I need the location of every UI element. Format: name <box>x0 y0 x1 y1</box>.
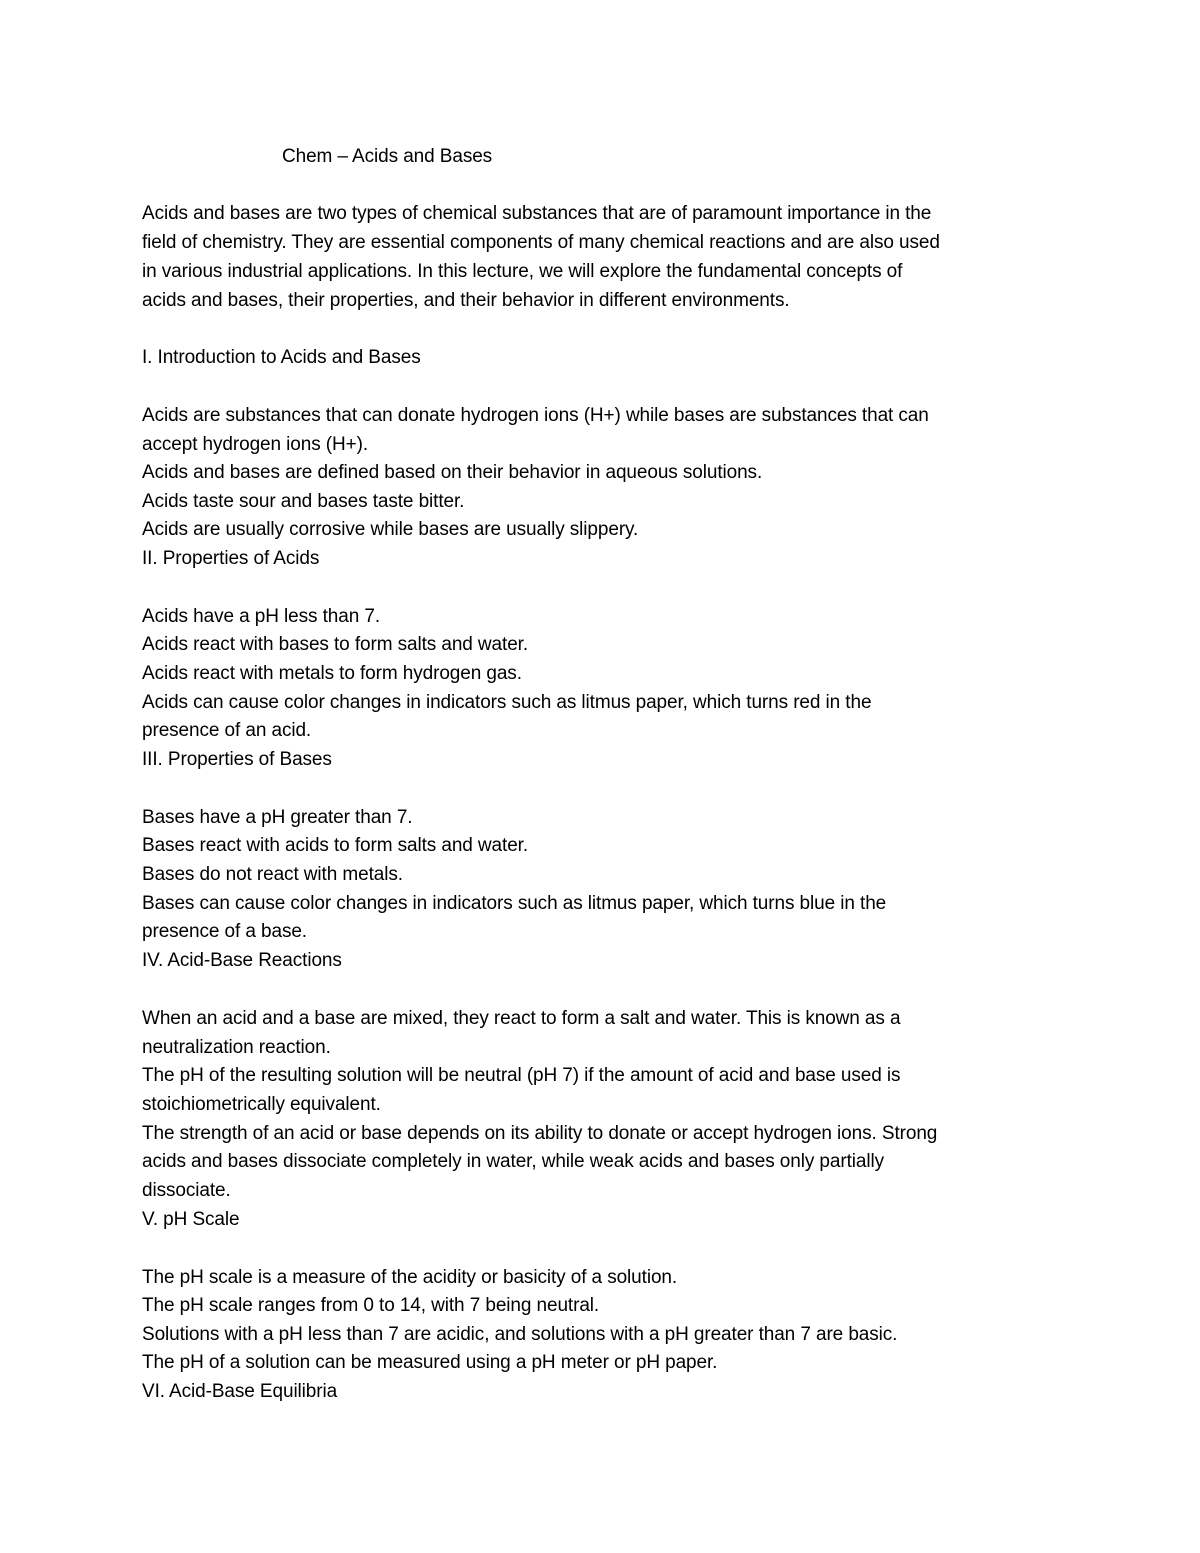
section-heading-acid-base-equilibria: VI. Acid-Base Equilibria <box>142 1381 338 1402</box>
body-line: acids and bases dissociate completely in water, while weak acids and bases only partially <box>142 1151 884 1172</box>
body-line: Bases can cause color changes in indicators such as litmus paper, which turns blue in the <box>142 893 887 914</box>
body-line: The pH scale is a measure of the acidity or basicity of a solution. <box>142 1267 678 1288</box>
body-line: The strength of an acid or base depends on its ability to donate or accept hydrogen ions. Strong <box>142 1123 938 1144</box>
intro-line: acids and bases, their properties, and their behavior in different environments. <box>142 290 790 311</box>
section-heading-acid-base-reactions: IV. Acid-Base Reactions <box>142 950 342 971</box>
body-line: Acids react with metals to form hydrogen gas. <box>142 663 522 684</box>
body-line: Acids are usually corrosive while bases are usually slippery. <box>142 519 639 540</box>
body-line: presence of a base. <box>142 921 307 942</box>
body-line: Acids are substances that can donate hydrogen ions (H+) while bases are substances that can <box>142 405 929 426</box>
body-line: Bases do not react with metals. <box>142 864 403 885</box>
body-line: accept hydrogen ions (H+). <box>142 434 369 455</box>
intro-line: Acids and bases are two types of chemical substances that are of paramount importance in the <box>142 203 932 224</box>
body-line: Bases react with acids to form salts and water. <box>142 835 529 856</box>
section-heading-properties-of-bases: III. Properties of Bases <box>142 749 332 770</box>
body-line: Acids and bases are defined based on their behavior in aqueous solutions. <box>142 462 763 483</box>
body-line: The pH of the resulting solution will be neutral (pH 7) if the amount of acid and base used is <box>142 1065 901 1086</box>
body-line: dissociate. <box>142 1180 231 1201</box>
body-line: Solutions with a pH less than 7 are acidic, and solutions with a pH greater than 7 are basic. <box>142 1324 898 1345</box>
intro-line: in various industrial applications. In this lecture, we will explore the fundamental concepts of <box>142 261 903 282</box>
body-line: When an acid and a base are mixed, they react to form a salt and water. This is known as a <box>142 1008 901 1029</box>
section-heading-properties-of-acids: II. Properties of Acids <box>142 548 320 569</box>
body-line: neutralization reaction. <box>142 1037 331 1058</box>
body-line: Acids can cause color changes in indicators such as litmus paper, which turns red in the <box>142 692 872 713</box>
page-title: Chem – Acids and Bases <box>282 146 493 167</box>
intro-line: field of chemistry. They are essential components of many chemical reactions and are also used <box>142 232 940 253</box>
body-line: Acids taste sour and bases taste bitter. <box>142 491 465 512</box>
body-line: The pH scale ranges from 0 to 14, with 7 being neutral. <box>142 1295 600 1316</box>
body-line: Acids have a pH less than 7. <box>142 606 381 627</box>
body-line: stoichiometrically equivalent. <box>142 1094 381 1115</box>
body-line: Bases have a pH greater than 7. <box>142 807 413 828</box>
body-line: presence of an acid. <box>142 720 312 741</box>
body-line: The pH of a solution can be measured using a pH meter or pH paper. <box>142 1352 718 1373</box>
section-heading-introduction: I. Introduction to Acids and Bases <box>142 347 421 368</box>
section-heading-ph-scale: V. pH Scale <box>142 1209 240 1230</box>
body-line: Acids react with bases to form salts and water. <box>142 634 529 655</box>
